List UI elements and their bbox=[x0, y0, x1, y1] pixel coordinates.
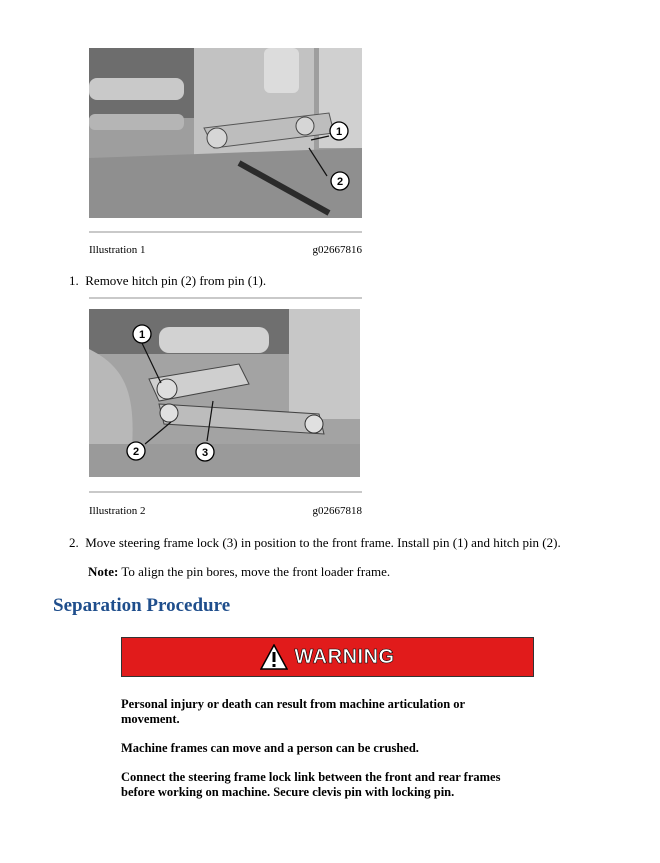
callout-2 bbox=[127, 442, 145, 460]
callout-1-label: 1 bbox=[138, 329, 146, 341]
callout-1 bbox=[133, 325, 151, 343]
illustration-2-photo bbox=[89, 309, 360, 477]
callout-2-label: 2 bbox=[336, 176, 344, 188]
illustration-2-top-rule bbox=[89, 297, 362, 299]
warning-banner bbox=[121, 637, 534, 677]
note bbox=[88, 564, 390, 580]
callout-1 bbox=[330, 122, 348, 140]
step-2 bbox=[69, 535, 629, 551]
illustration-1-rule bbox=[89, 231, 362, 233]
warning-triangle-icon bbox=[260, 644, 288, 670]
section-title: Separation Procedure bbox=[53, 595, 231, 616]
callout-2-label: 2 bbox=[132, 446, 140, 458]
step-1 bbox=[69, 273, 266, 289]
step-1-text: Remove hitch pin (2) from pin (1). bbox=[85, 273, 267, 288]
step-1-number: 1. bbox=[69, 273, 79, 288]
warning-label: WARNING bbox=[294, 645, 395, 668]
illustration-2-drawing bbox=[89, 309, 360, 477]
illustration-2-rule bbox=[89, 491, 362, 493]
illustration-1-drawing bbox=[89, 48, 362, 218]
illustration-1-caption: Illustration 1 bbox=[89, 244, 146, 256]
note-label: Note: bbox=[88, 564, 119, 579]
callout-1-label: 1 bbox=[335, 126, 343, 138]
warning-text-3: Connect the steering frame lock link between the front and rear frames before working on machine. Secure clevis pin with locking pin. bbox=[121, 770, 501, 799]
callout-3 bbox=[196, 443, 214, 461]
note-text: To align the pin bores, move the front loader frame. bbox=[121, 564, 391, 579]
step-2-number: 2. bbox=[69, 535, 79, 550]
warning-text-2: Machine frames can move and a person can be crushed. bbox=[121, 741, 419, 755]
illustration-2-caption: Illustration 2 bbox=[89, 505, 146, 517]
illustration-1-photo bbox=[89, 48, 362, 218]
illustration-1-code: g02667816 bbox=[312, 244, 362, 256]
step-2-text: Move steering frame lock (3) in position to the front frame. Install pin (1) and hitch pin (2). bbox=[85, 535, 561, 550]
illustration-2-code: g02667818 bbox=[312, 505, 362, 517]
callout-2 bbox=[331, 172, 349, 190]
warning-text-1: Personal injury or death can result from machine articulation or movement. bbox=[121, 697, 465, 726]
callout-3-label: 3 bbox=[201, 447, 209, 459]
